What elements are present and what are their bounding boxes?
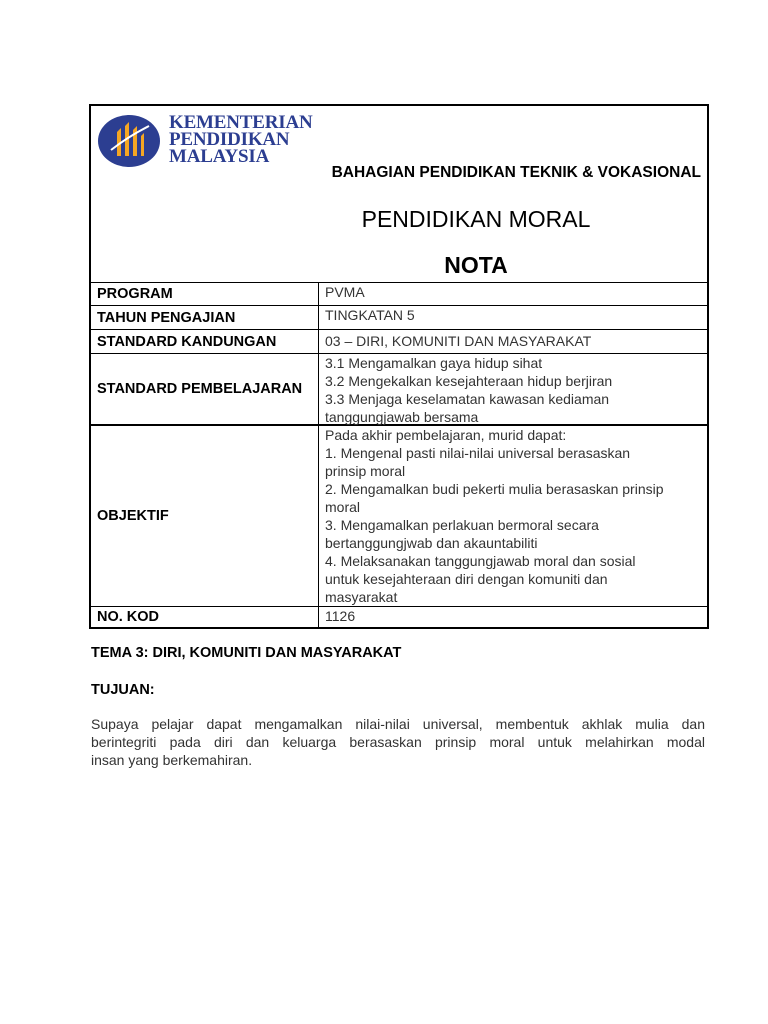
- paragraph-line: Supaya pelajar dapat mengamalkan nilai-nilai universal, membentuk akhlak mulia dan: [91, 716, 705, 732]
- purpose-paragraph: [91, 715, 705, 769]
- value-line: 03 – DIRI, KOMUNITI DAN MASYARAKAT: [325, 333, 592, 349]
- row-program: [91, 283, 707, 306]
- value-line: untuk kesejahteraan diri dengan komuniti dan: [325, 571, 608, 587]
- logo-line: KEMENTERIAN: [169, 112, 313, 133]
- row-label: OBJEKTIF: [91, 426, 319, 606]
- row-value: [319, 306, 707, 329]
- row-objektif: [91, 426, 707, 607]
- value-line: 3.2 Mengekalkan kesejahteraan hidup berjiran: [325, 373, 613, 389]
- value-line: tanggungjawab bersama: [325, 409, 479, 425]
- value-line: 3.1 Mengamalkan gaya hidup sihat: [325, 355, 543, 371]
- value-line: PVMA: [325, 284, 365, 300]
- paragraph-line: berintegriti pada diri dan keluarga berasaskan prinsip moral untuk melahirkan modal: [91, 734, 705, 750]
- row-value: [319, 283, 707, 305]
- value-line: 2. Mengamalkan budi pekerti mulia berasaskan prinsip: [325, 481, 664, 497]
- paragraph-line: insan yang berkemahiran.: [91, 752, 253, 768]
- document-subtitle: NOTA: [444, 252, 508, 278]
- row-value: [319, 354, 707, 424]
- row-label: TAHUN PENGAJIAN: [91, 306, 319, 329]
- row-standard-kandungan: [91, 330, 707, 354]
- value-line: prinsip moral: [325, 463, 406, 479]
- logo-line: MALAYSIA: [169, 146, 270, 167]
- row-value: [319, 426, 707, 606]
- value-line: 1. Mengenal pasti nilai-nilai universal berasaskan: [325, 445, 631, 461]
- row-label: PROGRAM: [91, 283, 319, 305]
- row-value: [319, 607, 707, 627]
- theme-title: TEMA 3: DIRI, KOMUNITI DAN MASYARAKAT: [91, 645, 402, 661]
- value-line: 4. Melaksanakan tanggungjawab moral dan sosial: [325, 553, 636, 569]
- division-name: BAHAGIAN PENDIDIKAN TEKNIK & VOKASIONAL: [331, 164, 701, 181]
- value-line: 3. Mengamalkan perlakuan bermoral secara: [325, 517, 599, 533]
- ministry-logo-text: [169, 114, 312, 165]
- row-no-kod: [91, 607, 707, 627]
- header-cell: [91, 106, 707, 283]
- value-line: Pada akhir pembelajaran, murid dapat:: [325, 427, 567, 443]
- row-tahun-pengajian: [91, 306, 707, 330]
- ministry-emblem-icon: [97, 112, 163, 168]
- document-title: PENDIDIKAN MORAL: [361, 206, 591, 232]
- value-line: TINGKATAN 5: [325, 307, 415, 323]
- row-value: [319, 330, 707, 353]
- value-line: 1126: [325, 608, 356, 624]
- purpose-title: TUJUAN:: [91, 682, 155, 698]
- document-header-table: [89, 104, 709, 629]
- row-standard-pembelajaran: [91, 354, 707, 426]
- value-line: 3.3 Menjaga keselamatan kawasan kediaman: [325, 391, 610, 407]
- row-label: NO. KOD: [91, 607, 319, 627]
- row-label: STANDARD KANDUNGAN: [91, 330, 319, 353]
- ministry-logo: [97, 112, 322, 172]
- value-line: moral: [325, 499, 361, 515]
- value-line: masyarakat: [325, 589, 398, 605]
- value-line: bertanggungjwab dan akauntabiliti: [325, 535, 538, 551]
- logo-line: PENDIDIKAN: [169, 129, 290, 150]
- row-label: STANDARD PEMBELAJARAN: [91, 354, 319, 424]
